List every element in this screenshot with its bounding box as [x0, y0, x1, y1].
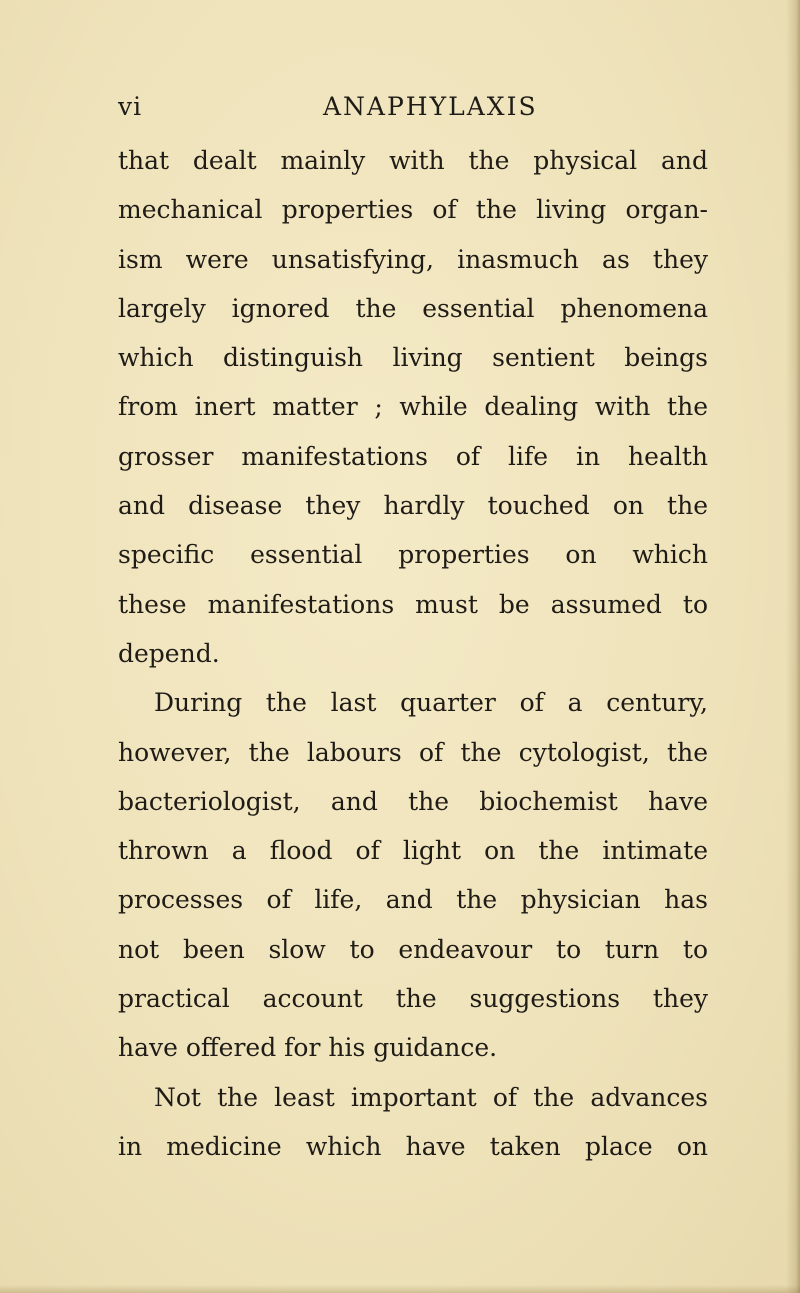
text-line: not been slow to endeavour to turn to	[118, 934, 708, 964]
text-line: that dealt mainly with the physical and	[118, 146, 708, 175]
body-text	[118, 136, 708, 1171]
text-line: ism were unsatisfying, inasmuch as they	[118, 244, 708, 274]
page-header	[118, 92, 708, 132]
text-line: thrown a flood of light on the intimate	[118, 836, 708, 866]
text-line: largely ignored the essential phenomena	[118, 293, 708, 323]
page-bottom-shadow	[0, 1285, 800, 1293]
text-line: During the last quarter of a century,	[154, 688, 708, 718]
text-line: which distinguish living sentient beings	[118, 343, 708, 373]
text-line: mechanical properties of the living organ-	[118, 195, 708, 225]
text-line: however, the labours of the cytologist, the	[118, 737, 708, 767]
text-line: in medicine which have taken place on	[118, 1131, 708, 1161]
text-line: and disease they hardly touched on the	[118, 491, 708, 521]
text-line: have offered for his guidance.	[118, 1033, 498, 1063]
text-line: Not the least important of the advances	[154, 1082, 708, 1112]
text-line: bacteriologist, and the biochemist have	[118, 786, 708, 816]
page-number: vi	[118, 92, 143, 121]
text-line: specific essential properties on which	[118, 540, 708, 570]
text-line: practical account the suggestions they	[118, 984, 708, 1014]
text-line: grosser manifestations of life in health	[118, 441, 708, 471]
text-line: from inert matter ; while dealing with the	[118, 392, 708, 422]
text-line: processes of life, and the physician has	[118, 885, 708, 915]
page-edge-shadow	[786, 0, 800, 1293]
text-line: these manifestations must be assumed to	[118, 589, 708, 619]
running-head: ANAPHYLAXIS	[323, 92, 538, 121]
text-line: depend.	[118, 638, 220, 668]
